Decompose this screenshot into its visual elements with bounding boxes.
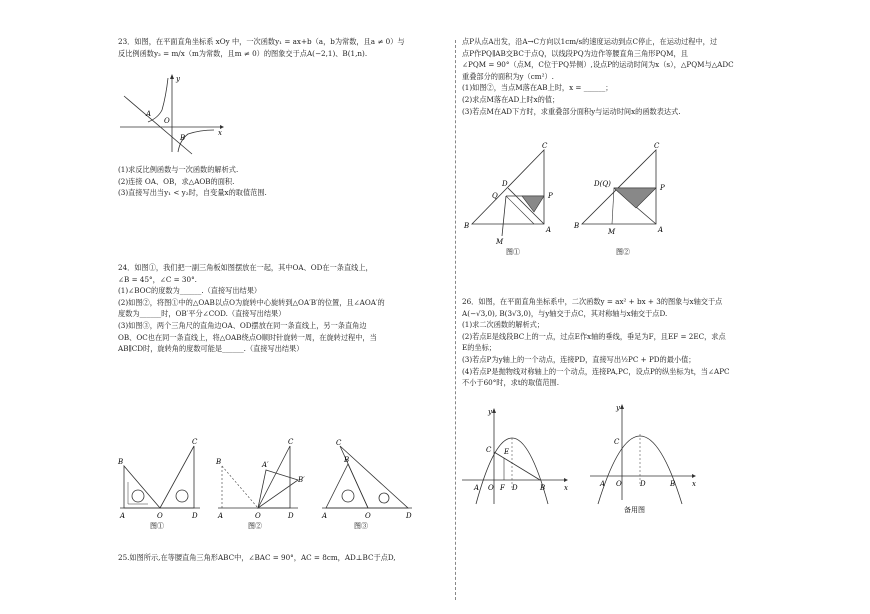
q26-fig2-label-C: C — [614, 438, 620, 446]
q26-sub4a: (4)若点P是抛物线对称轴上的一个动点，连接PA,PC，设点P的纵坐标为t，当∠APC — [462, 366, 730, 376]
q24-fig1-hole-2 — [176, 490, 188, 502]
q26-fig2-label-A: A — [600, 480, 606, 488]
q24-fig2-label-B-prime: B′ — [298, 476, 305, 484]
q25-fig1-label-P: P — [548, 192, 553, 200]
right-column — [462, 36, 802, 117]
q24-fig1-label-O: O — [157, 512, 163, 520]
column-divider — [455, 40, 456, 600]
q24-fig1-label-D: D — [192, 512, 198, 520]
q26-fig1-bc — [494, 452, 540, 480]
q26-sub3: (3)若点P为y轴上的一个动点，连接PD，直接写出½PC + PD的最小值； — [462, 354, 696, 364]
q26-fig2-label-x: x — [692, 480, 696, 488]
q26-fig2-label-y: y — [616, 404, 620, 412]
q24-sub2b: 度数为______时，OB′平分∠COD.（直接写出结果） — [118, 309, 286, 319]
q24-fig1-label-C: C — [192, 438, 198, 446]
q25-fig1-label-Q: Q — [492, 192, 498, 200]
q24-fig2-label-O: O — [255, 512, 261, 520]
q25-fig2-caption: 图② — [616, 248, 630, 256]
q23-y-arrow — [170, 74, 174, 79]
q24-text — [118, 262, 385, 355]
q23-sub2: (2)连接 OA、OB，求△AOB的面积. — [118, 176, 235, 186]
q24-sub3c: AB∥CD时，旋转角的度数可能是______.（直接写出结果） — [118, 344, 304, 354]
q26-fig1-label-B: B — [540, 484, 546, 492]
q23-label-A: A — [146, 110, 152, 118]
q24-fig3-hole-1 — [342, 490, 354, 502]
q26-fig2-label-D: D — [640, 480, 646, 488]
q24-fig2-rotated-triangle — [258, 470, 298, 508]
q24-fig3-triangle-ab — [326, 464, 368, 508]
q25-fig2-label-P: P — [660, 184, 665, 192]
q24-fig1-label-A: A — [120, 512, 126, 520]
q26-fig1-y-arrow — [492, 408, 496, 413]
q25-fig1-label-B: B — [464, 222, 470, 230]
q25-line1: 25.如图所示,在等腰直角三角形ABC中，∠BAC = 90°，AC = 8cm，AD⊥BC于点D, — [118, 553, 396, 562]
q25-fig1-bm — [502, 196, 506, 236]
q25-figure-2 — [572, 140, 682, 260]
q23-line-graph — [124, 96, 192, 154]
q26-sub2b: E的坐标； — [462, 343, 496, 353]
q25-fig2-overlap — [614, 188, 656, 208]
q26-fig2-x-arrow — [692, 474, 696, 478]
q24-fig1-hole-1 — [132, 490, 144, 502]
q25-fig2-label-A: A — [658, 226, 664, 234]
q24-fig1-triangle-ab — [124, 466, 160, 508]
q26-fig1-x-arrow — [564, 478, 568, 482]
q25-fig2-label-C: C — [654, 142, 660, 150]
q24-fig3-caption: 图③ — [354, 522, 368, 530]
q24-figure-2 — [214, 438, 304, 528]
q26-fig1-label-F: F — [500, 484, 505, 492]
q25-line5: 重叠部分的面积为y（cm²）. — [462, 71, 554, 81]
left-column — [118, 36, 448, 59]
q25-line2: 点P从点A出发，沿A→C方向以1cm/s的速度运动到点C停止，在运动过程中，过 — [462, 37, 718, 46]
q26-line1: 26．如图，在平面直角坐标系中，二次函数y = ax² + bx + 3的图象与x轴交于点 — [462, 297, 723, 306]
q24-fig3-label-O: O — [365, 512, 371, 520]
q24-line2: ∠B = 45°，∠C = 30°. — [118, 274, 197, 284]
q24-fig1-inner — [128, 482, 148, 504]
q26-fig2-y-arrow — [620, 404, 624, 409]
q24-fig3-triangle-cd — [340, 446, 408, 508]
q26-fig2-label-B: B — [670, 480, 676, 488]
q26-line2: A(−√3,0), B(3√3,0)，与y轴交于点C，其对称轴与x轴交于点D. — [462, 308, 668, 318]
q23-label-O: O — [164, 117, 170, 125]
q23-label-B: B — [180, 134, 186, 142]
q25-fig1-label-M: M — [496, 238, 504, 246]
q23-subquestions — [118, 164, 267, 199]
q26-sub2a: (2)若点E是线段BC上的一点，过点E作x轴的垂线，垂足为F，且EF = 2EC，求点 — [462, 331, 726, 341]
q26-fig1-label-y: y — [488, 408, 492, 416]
q25-sub3: (3)若点M在AD下方时，求重叠部分面积y与运动时间x的函数表达式. — [462, 106, 681, 116]
q23-figure — [118, 74, 228, 154]
q25-fig2-label-DQ: D(Q) — [594, 180, 611, 188]
q24-fig2-label-C: C — [288, 438, 294, 446]
q25-sub2: (2)求点M落在AD上时x的值； — [462, 94, 560, 104]
q25-line3: 点P作PQ∥AB交BC于点Q，以线段PQ为边作等腰直角三角形PQM，且 — [462, 48, 688, 58]
q25-fig1-label-D: D — [502, 180, 508, 188]
q24-fig1-label-B: B — [118, 458, 124, 466]
q25-start — [118, 552, 396, 564]
q26-fig1-label-D: D — [512, 484, 518, 492]
q25-fig1-label-A: A — [546, 226, 552, 234]
q23-sub3: (3)直接写出当y₁ < y₂时，自变量x的取值范围. — [118, 188, 267, 198]
q25-fig1-overlap — [522, 196, 544, 212]
q25-fig2-label-B: B — [574, 222, 580, 230]
q23-line2: 反比例函数y₂ = m/x（m为常数，且m ≠ 0）的图象交于点A(−2,1)、B(1,n). — [118, 48, 368, 58]
q26-fig1-label-O: O — [488, 484, 494, 492]
q24-sub2a: (2)如图②，将图①中的△OAB以点O为旋转中心旋转到△OA′B′的位置，且∠AOA′的 — [118, 297, 385, 307]
q24-fig2-triangle-cd — [258, 446, 290, 508]
q24-figure-3 — [318, 438, 418, 528]
q25-fig1-label-C: C — [542, 142, 548, 150]
q26-sub1: (1)求二次函数的解析式； — [462, 320, 545, 330]
q26-fig1-label-x: x — [564, 484, 568, 492]
q24-fig2-label-B: B — [216, 458, 222, 466]
q25-fig1-caption: 图① — [506, 248, 520, 256]
q26-fig2-caption: 备用图 — [624, 506, 645, 514]
q24-fig1-caption: 图① — [150, 522, 164, 530]
q26-figure-1 — [460, 408, 570, 508]
q26-fig1-label-A: A — [474, 484, 480, 492]
q23-label-x: x — [218, 129, 222, 137]
q25-fig2-label-M: M — [608, 228, 616, 236]
q24-fig3-label-C: C — [336, 439, 342, 447]
q26-sub4b: 不小于60°时，求t的取值范围. — [462, 378, 559, 388]
q24-fig2-label-D: D — [288, 512, 294, 520]
q26-text — [462, 296, 730, 389]
q24-fig2-caption: 图② — [248, 522, 262, 530]
q24-line1: 24．如图①，我们把一副三角板如图摆放在一起，其中OA、OD在一条直线上， — [118, 263, 373, 272]
q26-figure-2 — [588, 404, 698, 514]
q24-sub3b: OB、OC也在同一条直线上，将△OAB绕点O顺时针旋转一周，在旋转过程中，当 — [118, 332, 377, 342]
q24-fig3-label-A: A — [322, 512, 328, 520]
q23-label-y: y — [176, 75, 180, 83]
q25-fig1-ad — [508, 188, 544, 224]
q24-sub3a: (3)如图③，两个三角尺的直角边OA、OD摆放在同一条直线上，另一条直角边 — [118, 320, 367, 330]
q24-fig3-hole-2 — [379, 493, 389, 503]
q25-line4: ∠PQM = 90°（点M，C位于PQ异侧）,设点P的运动时间为x（s），△PQM与△ADC — [462, 60, 734, 70]
q24-figure-1 — [116, 438, 206, 528]
q23-line1: 23．如图，在平面直角坐标系 xOy 中，一次函数y₁ = ax+b（a，b为常数，且a ≠ 0）与 — [118, 37, 405, 46]
q25-figure-1 — [462, 140, 562, 260]
q24-fig2-dashed-hyp — [222, 466, 258, 508]
q26-fig2-label-O: O — [616, 480, 622, 488]
q23-sub1: (1)求反比例函数与一次函数的解析式. — [118, 165, 239, 174]
q26-fig1-label-E: E — [504, 448, 510, 456]
q24-fig2-label-A: A — [218, 512, 224, 520]
q25-sub1: (1)如图②，当点M落在AB上时，x = ______； — [462, 83, 613, 93]
q24-sub1: (1)∠BOC的度数为______.（直接写出结果） — [118, 286, 262, 296]
q26-fig1-label-C: C — [486, 446, 492, 454]
q24-fig3-label-D: D — [406, 512, 412, 520]
q24-fig3-label-B: B — [344, 456, 350, 464]
q24-fig2-label-A-prime: A′ — [262, 461, 269, 469]
